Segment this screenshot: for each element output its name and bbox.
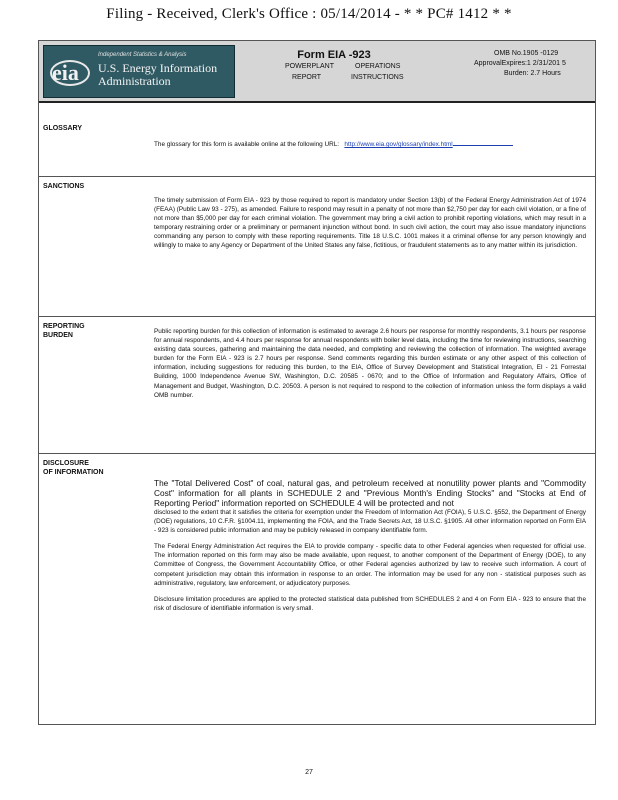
reporting-burden-body: [154, 327, 586, 407]
section-sanctions: [39, 177, 595, 317]
glossary-url-underline: [453, 145, 513, 146]
header-operations: OPERATIONS: [355, 63, 401, 70]
disclosure-label: [43, 459, 123, 477]
eia-logo-kicker: Independent Statistics & Analysis: [98, 52, 187, 58]
disclosure-body: [154, 478, 586, 620]
section-disclosure: [39, 454, 595, 726]
header-report: REPORT: [292, 74, 322, 81]
form-title: Form EIA -923: [297, 49, 371, 61]
sanctions-label: SANCTIONS: [43, 183, 85, 190]
eia-logo-org-line2: Administration: [98, 74, 171, 88]
form-header: [39, 41, 595, 103]
filing-stamp: Filing - Received, Clerk's Office : 05/14/2014 - * * PC# 1412 * *: [106, 6, 512, 22]
section-glossary: [39, 119, 595, 177]
form-frame: [38, 40, 596, 725]
header-instructions: INSTRUCTIONS: [351, 74, 404, 81]
disclosure-label-line1: DISCLOSURE: [43, 460, 89, 467]
disclosure-label-line2: OF INFORMATION: [43, 469, 104, 476]
glossary-body: [154, 140, 586, 149]
disclosure-lead: The "Total Delivered Cost" of coal, natural gas, and petroleum received at nonutility power plants and "Commodity Cost" information for all plants in SCHEDULE 2 and "Previous Month's Ending Stocks" and "Stocks at End of Reporting Period" information reported on SCHEDULE 4 will be protected and not: [154, 478, 586, 508]
page-number: 27: [305, 769, 313, 776]
eia-logo: [43, 45, 235, 98]
glossary-text: The glossary for this form is available online at the following URL:: [154, 141, 340, 148]
omb-burden: Burden: 2.7 Hours: [504, 70, 561, 77]
reporting-burden-label-line1: REPORTING: [43, 323, 85, 330]
disclosure-para2: The Federal Energy Administration Act requires the EIA to provide company - specific data to other Federal agencies when requested for official use. The information reported on this form may also be made available, upon request, to another component of the Department of Energy (DOE), to any Committee of Congress, the Government Accountability Office, or other Federal agencies authorized by law to receive such information. A court of competent jurisdiction may obtain this information in response to an order. The information may be used for any non - statistical purposes such as administrative, regulatory, law enforcement, or adjudicatory purposes.: [154, 543, 586, 587]
omb-number: OMB No.1905 -0129: [494, 50, 559, 57]
reporting-burden-label: [43, 322, 123, 340]
reporting-burden-text: Public reporting burden for this collection of information is estimated to average 2.6 hours per response for monthly respondents, 3.1 hours per response for annual respondents, and 4.4 hours per response for annual respondents with boiler level data, including the time for reviewing instructions, searching existing data sources, gathering and maintaining the data needed, and completing and reviewing the collection of information. The weighted average burden for the Form EIA - 923 is 2.7 hours per response. Send comments regarding this burden estimate or any other aspect of this collection of information, including suggestions for reducing this burden, to the EIA, Office of Survey Development and Statistical Integration, EI - 21 Forrestal Building, 1000 Independence Avenue SW, Washington, D.C. 20585 - 0670; and to the Office of Information and Regulatory Affairs, Office of Management and Budget, Washington, D.C. 20503. A person is not required to respond to the collection of information unless the form displays a valid OMB number.: [154, 328, 586, 399]
eia-logo-mark: eia: [52, 60, 79, 85]
sanctions-text: The timely submission of Form EIA - 923 by those required to report is mandatory under Section 13(b) of the Federal Energy Administration Act of 1974 (FEAA) (Public Law 93 - 275), as amended. Failure to respond may result in a penalty of not more than $2,750 per day for each civil violation, or a fine of not more than $5,000 per day for each criminal violation. The government may bring a civil action to prohibit reporting violations, which may result in a temporary restraining order or a preliminary or permanent injunction without bond. In such civil action, the court may also issue mandatory injunctions commanding any person to comply with these reporting requirements. Title 18 U.S.C. 1001 makes it a criminal offense for any person knowingly and willingly to make to any Agency or Department of the United States any false, fictitious, or fraudulent statements as to any matter within its jurisdiction.: [154, 197, 586, 250]
omb-approval: ApprovalExpires:1 2/31/201 5: [474, 60, 566, 67]
eia-logo-org-line1: U.S. Energy Information: [98, 61, 218, 75]
omb-block: [474, 49, 584, 79]
header-powerplant: POWERPLANT: [285, 63, 335, 70]
sanctions-body: [154, 196, 586, 258]
disclosure-para1: disclosed to the extent that it satisfies the criteria for exemption under the Freedom of Information Act (FOIA), 5 U.S.C. §552, the Department of Energy (DOE) regulations, 10 C.F.R. §1004.11, implementing the FOIA, and the Trade Secrets Act, 18 U.S.C. §1905. All other information reported on Form EIA - 923 is considered public information and may be publicly released in company identifiable form.: [154, 509, 586, 535]
eia-logo-org: [98, 62, 217, 88]
glossary-url-link[interactable]: http://www.eia.gov/glossary/index.html: [344, 141, 453, 148]
reporting-burden-label-line2: BURDEN: [43, 332, 73, 339]
disclosure-para3: Disclosure limitation procedures are applied to the protected statistical data published from SCHEDULES 2 and 4 on Form EIA - 923 to ensure that the risk of disclosure of identifiable information is very small.: [154, 595, 586, 612]
section-reporting-burden: [39, 317, 595, 454]
glossary-label: GLOSSARY: [43, 125, 83, 132]
